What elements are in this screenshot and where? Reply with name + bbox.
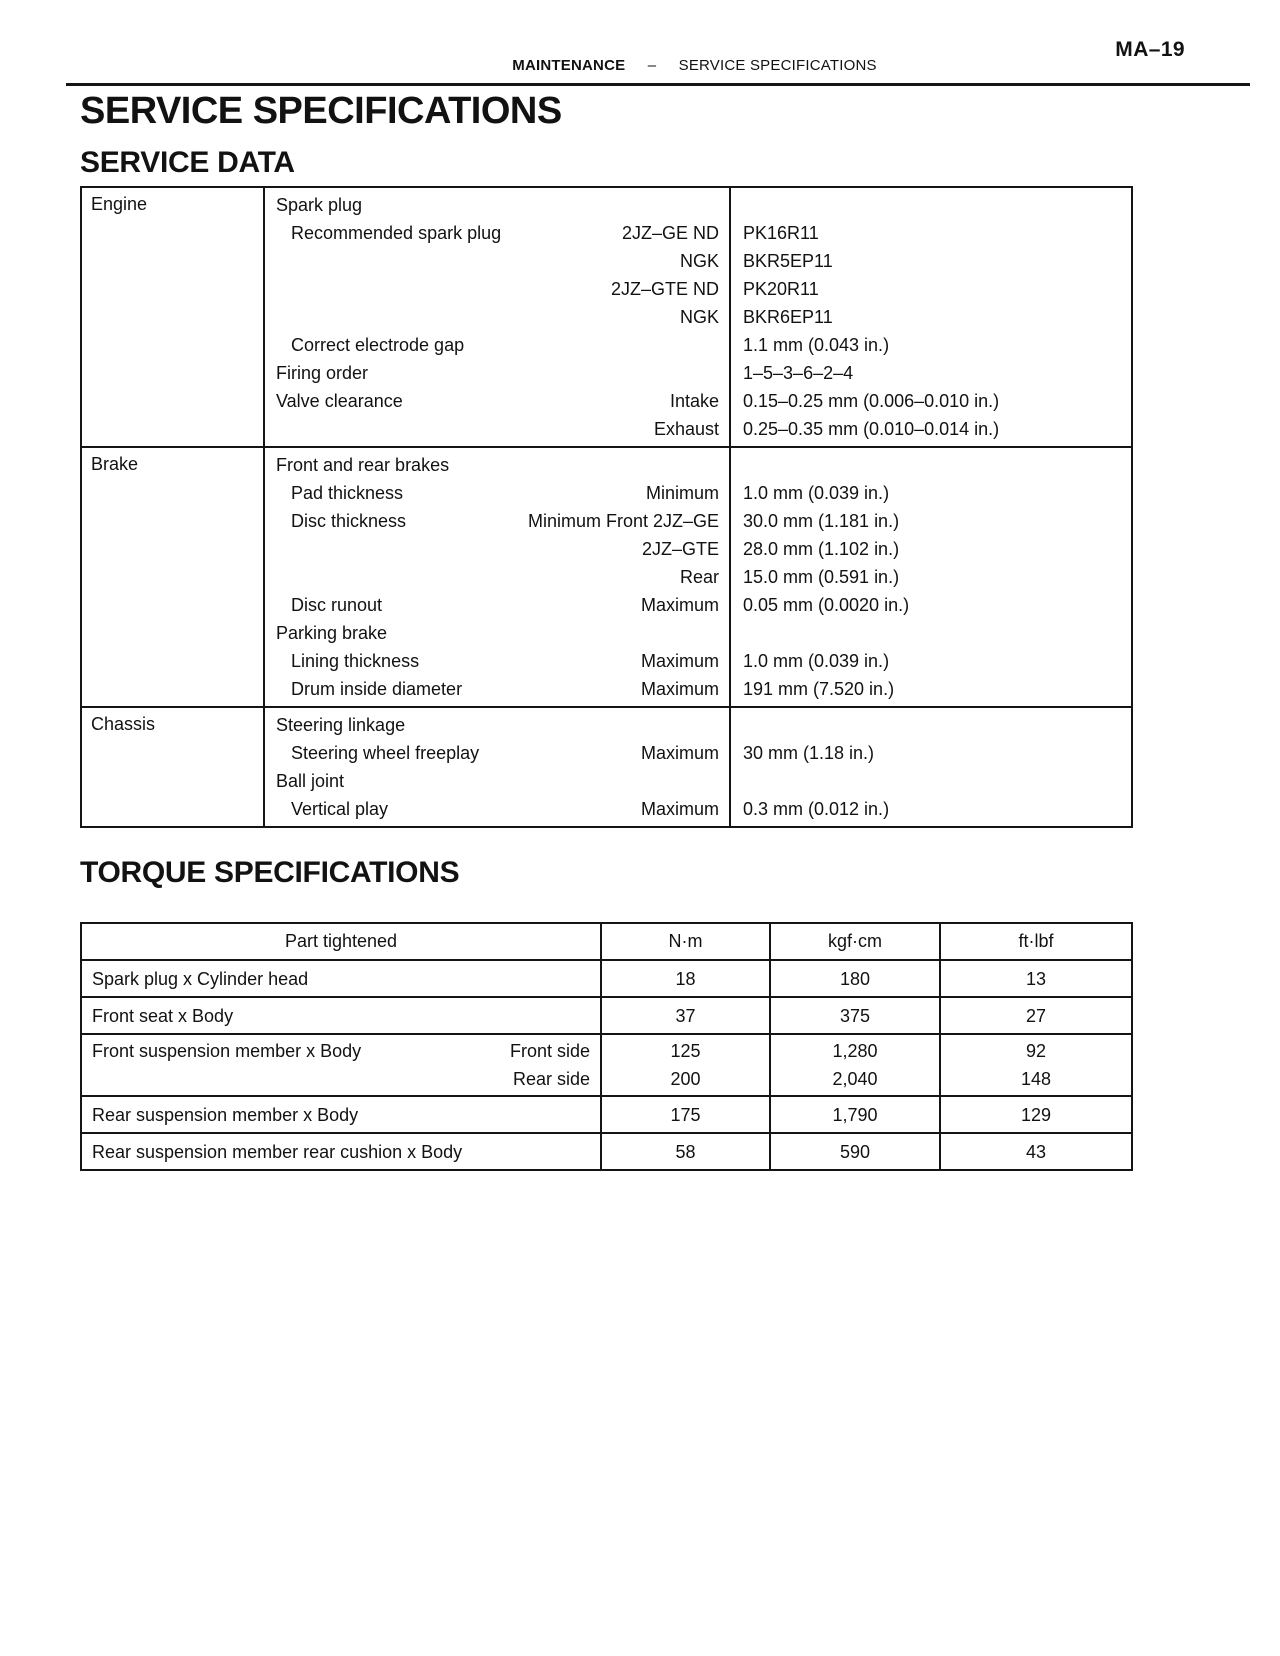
category-label: Engine [82,188,265,446]
spec-name-column [265,188,731,446]
spec-value [743,711,1121,739]
spec-row [276,191,719,219]
spec-label: Recommended spark plug [291,222,502,243]
spec-row [276,591,719,619]
spec-label: Spark plug [276,194,363,215]
spec-label: Ball joint [276,770,345,791]
torque-value: 375 [839,1005,871,1026]
torque-value-cell-kgfcm [771,961,941,996]
torque-value: 18 [675,968,696,989]
torque-value-cell-nm [602,998,771,1033]
category-label: Chassis [82,708,265,826]
page-title: SERVICE SPECIFICATIONS [80,90,562,132]
spec-label: Drum inside diameter [291,678,463,699]
spec-value [743,451,1121,479]
spec-row [276,739,719,767]
torque-header-cell: Part tightened [82,924,602,959]
spec-label: Pad thickness [291,482,404,503]
spec-condition: 2JZ–GE ND [621,222,719,243]
spec-row [276,675,719,703]
spec-label: Front and rear brakes [276,454,450,475]
spec-row [276,415,719,443]
spec-label: Correct electrode gap [291,334,465,355]
torque-value-cell-nm [602,1097,771,1132]
running-head-section: MAINTENANCE [512,57,626,74]
spec-condition: Maximum [640,742,719,763]
spec-value: BKR6EP11 [743,307,833,327]
running-head-separator: – [647,57,657,74]
spec-value: 28.0 mm (1.102 in.) [743,539,900,559]
torque-value-cell-ftlbf [941,998,1131,1033]
torque-part-cell [82,1097,602,1132]
spec-value: 30 mm (1.18 in.) [743,743,875,763]
torque-value-cell-nm [602,1035,771,1095]
torque-row [82,996,1131,1033]
spec-row [276,795,719,823]
torque-header-cell: kgf·cm [771,924,941,959]
service-data-section [82,446,1131,706]
torque-side-label: Rear side [512,1069,590,1089]
torque-value-cell-ftlbf [941,1097,1131,1132]
torque-part-name: Spark plug x Cylinder head [92,968,309,989]
spec-value: 1.0 mm (0.039 in.) [743,483,890,503]
spec-row [276,359,719,387]
torque-value: 590 [839,1141,871,1162]
spec-value: 15.0 mm (0.591 in.) [743,567,900,587]
spec-condition: Maximum [640,594,719,615]
spec-name-column [265,708,731,826]
torque-value-cell-kgfcm [771,1134,941,1169]
torque-part-name: Rear suspension member rear cushion x Body [92,1141,463,1162]
spec-value-column [731,188,1131,446]
running-head [80,57,1133,74]
spec-value: 0.3 mm (0.012 in.) [743,799,890,819]
torque-value: 58 [675,1141,696,1162]
spec-value: 0.05 mm (0.0020 in.) [743,595,910,615]
spec-value: 1–5–3–6–2–4 [743,363,854,383]
torque-header-row [82,924,1131,959]
torque-side-label: Front side [509,1041,590,1061]
spec-name-column [265,448,731,706]
spec-value [743,619,1121,647]
spec-condition: 2JZ–GTE [641,538,719,559]
spec-condition: Minimum [645,482,719,503]
torque-value-cell-kgfcm [771,1035,941,1095]
page-number: MA–19 [1115,38,1185,61]
torque-value: 92 [1025,1041,1047,1061]
torque-part-name: Front suspension member x Body [92,1041,362,1061]
spec-row [276,331,719,359]
torque-part-cell [82,998,602,1033]
spec-value: 0.15–0.25 mm (0.006–0.010 in.) [743,391,1000,411]
torque-value-cell-nm [602,1134,771,1169]
torque-value-cell-ftlbf [941,961,1131,996]
spec-value: 191 mm (7.520 in.) [743,679,895,699]
category-label: Brake [82,448,265,706]
spec-row [276,563,719,591]
torque-row [82,959,1131,996]
torque-value: 200 [670,1069,701,1089]
spec-condition: Maximum [640,798,719,819]
torque-part-cell [82,1134,602,1169]
section-title-torque-specifications: TORQUE SPECIFICATIONS [80,856,460,889]
torque-part-name: Rear suspension member x Body [92,1104,359,1125]
spec-row [276,535,719,563]
torque-side-labels [510,1037,590,1093]
spec-row [276,275,719,303]
spec-label: Steering linkage [276,714,406,735]
torque-value: 43 [1025,1141,1047,1162]
torque-header-cell: N·m [602,924,771,959]
service-data-table [80,186,1133,828]
spec-label: Firing order [276,362,369,383]
spec-value: 1.1 mm (0.043 in.) [743,335,890,355]
torque-value: 175 [670,1104,701,1125]
spec-condition: NGK [679,306,719,327]
torque-value-cell-ftlbf [941,1035,1131,1095]
spec-row [276,507,719,535]
spec-value [743,767,1121,795]
spec-condition: Maximum [640,650,719,671]
torque-row [82,1132,1131,1169]
spec-row [276,647,719,675]
spec-row [276,451,719,479]
torque-part-name: Front seat x Body [92,1005,234,1026]
spec-label: Disc thickness [291,510,407,531]
torque-part-cell [82,1035,602,1095]
spec-value [743,191,1121,219]
torque-row [82,1033,1131,1095]
torque-value: 13 [1025,968,1047,989]
torque-value: 148 [1020,1069,1052,1089]
spec-condition: 2JZ–GTE ND [610,278,719,299]
spec-label: Disc runout [291,594,383,615]
service-data-section [82,706,1131,826]
spec-value: 1.0 mm (0.039 in.) [743,651,890,671]
spec-value: BKR5EP11 [743,251,833,271]
torque-value: 125 [670,1041,701,1061]
spec-row [276,767,719,795]
running-head-text [512,57,876,74]
spec-row [276,247,719,275]
spec-condition: Exhaust [653,418,719,439]
torque-value: 1,790 [832,1104,878,1125]
torque-row [82,1095,1131,1132]
spec-label: Lining thickness [291,650,420,671]
spec-row [276,219,719,247]
torque-value-cell-ftlbf [941,1134,1131,1169]
torque-value: 129 [1020,1104,1052,1125]
spec-value: 30.0 mm (1.181 in.) [743,511,900,531]
spec-row [276,479,719,507]
torque-value: 2,040 [832,1069,878,1089]
spec-label: Valve clearance [276,390,403,411]
torque-value: 37 [675,1005,696,1026]
spec-row [276,619,719,647]
spec-value: PK20R11 [743,279,819,299]
torque-value-cell-nm [602,961,771,996]
torque-specifications-table [80,922,1133,1171]
spec-row [276,387,719,415]
spec-condition: NGK [679,250,719,271]
spec-condition: Rear [679,566,719,587]
torque-value: 180 [839,968,871,989]
torque-value-cell-kgfcm [771,998,941,1033]
spec-condition: Minimum Front 2JZ–GE [527,510,719,531]
torque-value: 1,280 [832,1041,878,1061]
spec-row [276,711,719,739]
spec-label: Parking brake [276,622,388,643]
spec-condition: Intake [669,390,719,411]
spec-value-column [731,448,1131,706]
service-data-section [82,188,1131,446]
spec-label: Steering wheel freeplay [291,742,480,763]
torque-value: 27 [1025,1005,1047,1026]
spec-label: Vertical play [291,798,389,819]
spec-row [276,303,719,331]
spec-value: PK16R11 [743,223,819,243]
torque-header-cell: ft·lbf [1018,931,1054,951]
section-title-service-data: SERVICE DATA [80,146,295,179]
torque-value-cell-kgfcm [771,1097,941,1132]
header-rule [66,83,1250,86]
spec-value: 0.25–0.35 mm (0.010–0.014 in.) [743,419,1000,439]
torque-part-cell [82,961,602,996]
spec-value-column [731,708,1131,826]
spec-condition: Maximum [640,678,719,699]
running-head-title: SERVICE SPECIFICATIONS [678,57,877,74]
